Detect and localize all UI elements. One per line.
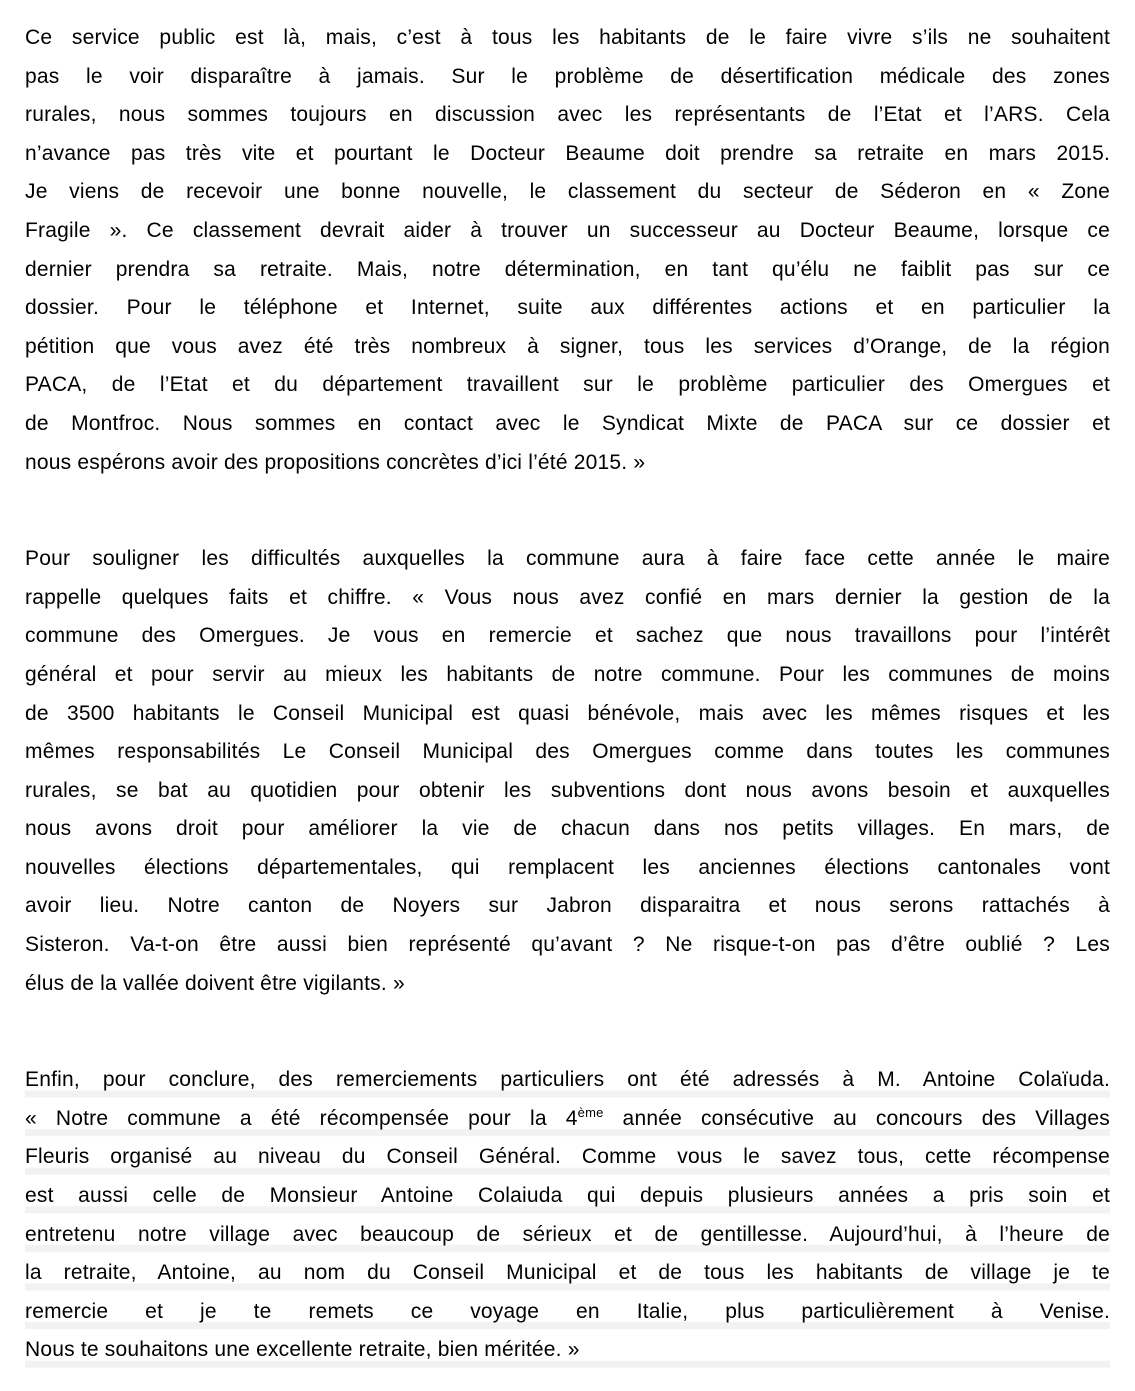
paragraph-3 bbox=[25, 1061, 1110, 1370]
text-line: de 3500 habitants le Conseil Municipal est quasi bénévole, mais avec les mêmes risques et les bbox=[25, 701, 1110, 725]
text-line: élus de la vallée doivent être vigilants. » bbox=[25, 971, 405, 995]
text-line: rappelle quelques faits et chiffre. « Vous nous avez confié en mars dernier la gestion de la bbox=[25, 585, 1110, 609]
text-line: Je viens de recevoir une bonne nouvelle, le classement du secteur de Séderon en « Zone bbox=[25, 180, 1110, 204]
text-line: pas le voir disparaître à jamais. Sur le problème de désertification médicale des zones bbox=[25, 64, 1110, 88]
text-line: la retraite, Antoine, au nom du Conseil Municipal et de tous les habitants de village je te bbox=[25, 1261, 1110, 1285]
text-line: nous avons droit pour améliorer la vie de chacun dans nos petits villages. En mars, de bbox=[25, 817, 1110, 841]
text-line: dernier prendra sa retraite. Mais, notre détermination, en tant qu’élu ne faiblit pas sur ce bbox=[25, 257, 1110, 281]
text-line: n’avance pas très vite et pourtant le Docteur Beaume doit prendre sa retraite en mars 2015. bbox=[25, 141, 1110, 165]
text-line: Fleuris organisé au niveau du Conseil Général. Comme vous le savez tous, cette récompense bbox=[25, 1145, 1110, 1169]
text-line: de Montfroc. Nous sommes en contact avec le Syndicat Mixte de PACA sur ce dossier et bbox=[25, 411, 1110, 435]
text-segment: « Notre commune a été récompensée pour la 4 bbox=[25, 1106, 578, 1130]
text-line: Pour souligner les difficultés auxquelles la commune aura à faire face cette année le maire bbox=[25, 547, 1110, 571]
superscript-ordinal: ème bbox=[577, 1104, 604, 1120]
text-line: pétition que vous avez été très nombreux à signer, tous les services d’Orange, de la région bbox=[25, 334, 1110, 358]
text-line: Nous te souhaitons une excellente retraite, bien méritée. » bbox=[25, 1338, 580, 1362]
text-line: PACA, de l’Etat et du département travaillent sur le problème particulier des Omergues et bbox=[25, 373, 1110, 397]
text-line: Ce service public est là, mais, c’est à tous les habitants de le faire vivre s’ils ne souhaitent bbox=[25, 26, 1110, 49]
text-line: remercie et je te remets ce voyage en Italie, plus particulièrement à Venise. bbox=[25, 1299, 1110, 1323]
paragraph-1 bbox=[25, 19, 1110, 482]
text-segment: année consécutive au concours des Villages bbox=[603, 1106, 1110, 1130]
text-line: est aussi celle de Monsieur Antoine Colaiuda qui depuis plusieurs années a pris soin et bbox=[25, 1184, 1110, 1208]
text-line: Fragile ». Ce classement devrait aider à trouver un successeur au Docteur Beaume, lorsque ce bbox=[25, 218, 1110, 242]
text-line: entretenu notre village avec beaucoup de sérieux et de gentillesse. Aujourd’hui, à l’heure de bbox=[25, 1222, 1110, 1246]
text-line: commune des Omergues. Je vous en remercie et sachez que nous travaillons pour l’intérêt bbox=[25, 624, 1110, 648]
text-line: dossier. Pour le téléphone et Internet, suite aux différentes actions et en particulier la bbox=[25, 296, 1110, 320]
paragraph-2 bbox=[25, 540, 1110, 1003]
text-line: général et pour servir au mieux les habitants de notre commune. Pour les communes de moins bbox=[25, 662, 1110, 686]
text-line: avoir lieu. Notre canton de Noyers sur Jabron disparaitra et nous serons rattachés à bbox=[25, 894, 1110, 918]
text-line: rurales, se bat au quotidien pour obtenir les subventions dont nous avons besoin et auxquelles bbox=[25, 778, 1110, 802]
text-line: rurales, nous sommes toujours en discussion avec les représentants de l’Etat et l’ARS. Cela bbox=[25, 103, 1110, 127]
text-line: nouvelles élections départementales, qui remplacent les anciennes élections cantonales vont bbox=[25, 855, 1110, 879]
text-line bbox=[25, 1100, 1110, 1139]
text-line: nous espérons avoir des propositions concrètes d’ici l’été 2015. » bbox=[25, 450, 646, 474]
text-line: mêmes responsabilités Le Conseil Municipal des Omergues comme dans toutes les communes bbox=[25, 740, 1110, 764]
text-line: Enfin, pour conclure, des remerciements particuliers ont été adressés à M. Antoine Colaïuda. bbox=[25, 1068, 1110, 1092]
text-line: Sisteron. Va-t-on être aussi bien représenté qu’avant ? Ne risque-t-on pas d’être oublié ? Les bbox=[25, 933, 1110, 957]
